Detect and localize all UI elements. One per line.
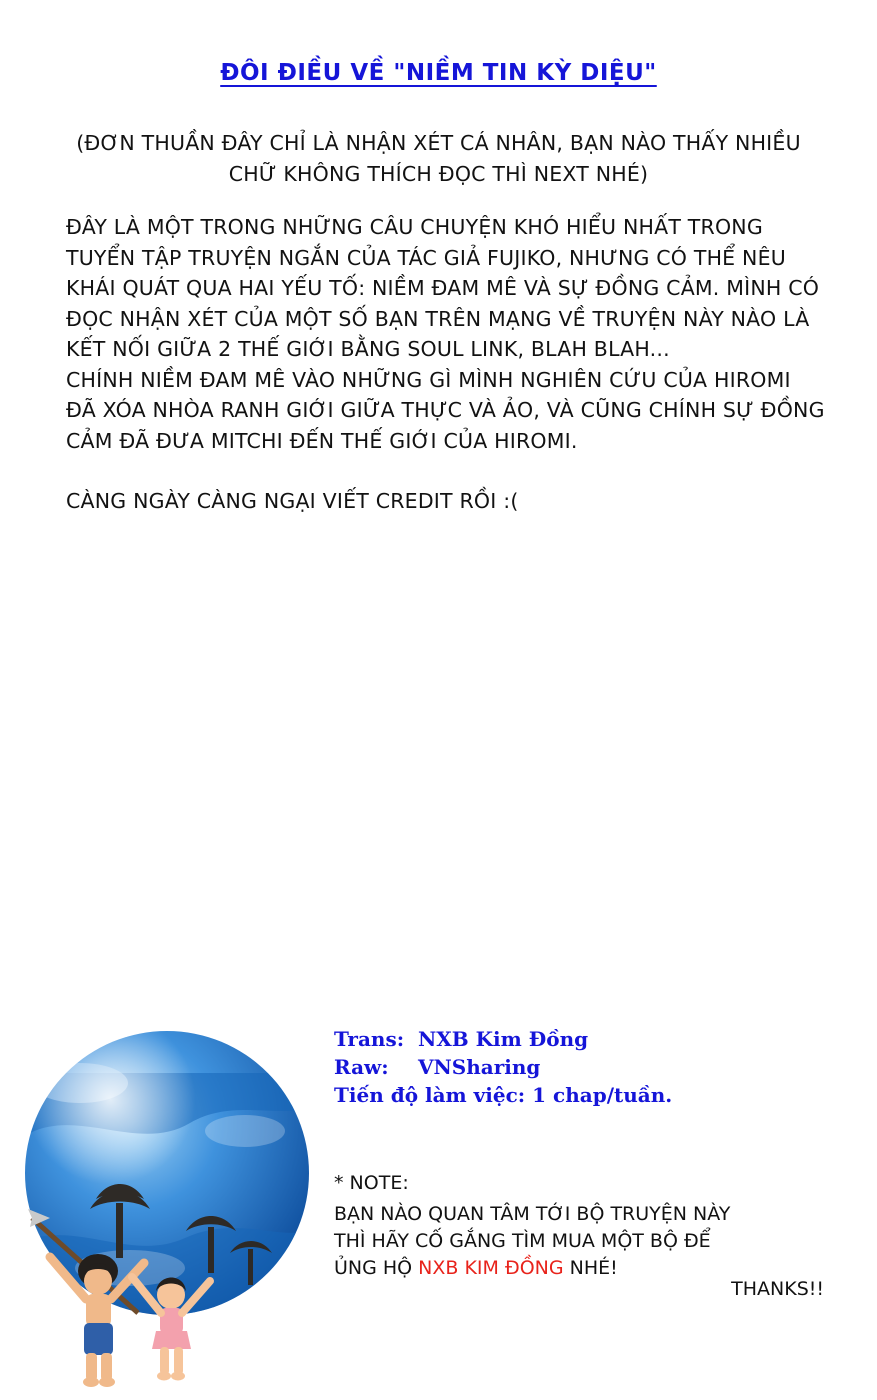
thanks-text: THANKS!! [731,1278,824,1300]
credit-label-raw: Raw: [334,1055,389,1079]
globe-balloon-artwork [20,1013,315,1388]
credits-block [334,1025,814,1109]
note-line-2: THÌ HÃY CỐ GẮNG TÌM MUA MỘT BỘ ĐỂ [334,1230,711,1252]
note-heading: * NOTE: [334,1172,409,1194]
paragraph-2: CHÍNH NIỀM ĐAM MÊ VÀO NHỮNG GÌ MÌNH NGHIÊN CỨU CỦA HIROMI ĐÃ XÓA NHÒA RANH GIỚI GIỮA THỰC VÀ ẢO, VÀ CŨNG CHÍNH SỰ ĐỒNG CẢM ĐÃ ĐƯA MITCHI ĐẾN THẾ GIỚI CỦA HIROMI. [66,367,825,453]
note-line-1: BẠN NÀO QUAN TÂM TỚI BỘ TRUYỆN NÀY [334,1203,731,1225]
credit-label-trans: Trans: [334,1027,405,1051]
credit-value-progress: 1 chap/tuần. [532,1083,673,1107]
credit-row-trans [334,1025,814,1053]
note-line-3-suffix: NHÉ! [563,1257,618,1279]
girl-figure [132,1277,210,1381]
credit-value-raw: VNSharing [418,1055,541,1079]
page-title: ĐÔI ĐIỀU VỀ "NIỀM TIN KỲ DIỆU" [220,60,657,86]
paragraph-3: CÀNG NGÀY CÀNG NGẠI VIẾT CREDIT RỒI :( [66,489,519,513]
credit-row-progress [334,1081,814,1109]
body-text [66,212,826,517]
credit-row-raw [334,1053,814,1081]
note-block [334,1170,834,1282]
note-line-3-prefix: ỦNG HỘ [334,1257,419,1279]
paragraph-1: ĐÂY LÀ MỘT TRONG NHỮNG CÂU CHUYỆN KHÓ HIỂU NHẤT TRONG TUYỂN TẬP TRUYỆN NGẮN CỦA TÁC GIẢ FUJIKO, NHƯNG CÓ THỂ NÊU KHÁI QUÁT QUA HAI YẾU TỐ: NIỀM ĐAM MÊ VÀ SỰ ĐỒNG CẢM. MÌNH CÓ ĐỌC NHẬN XÉT CỦA MỘT SỐ BẠN TRÊN MẠNG VỀ TRUYỆN NÀY NÀO LÀ KẾT NỐI GIỮA 2 THẾ GIỚI BẰNG SOUL LINK, BLAH BLAH... [66,215,820,361]
credit-value-trans: NXB Kim Đồng [418,1027,589,1051]
credit-label-progress: Tiến độ làm việc: [334,1083,526,1107]
page-subtitle: (ĐƠN THUẦN ĐÂY CHỈ LÀ NHẬN XÉT CÁ NHÂN, BẠN NÀO THẤY NHIỀU CHỮ KHÔNG THÍCH ĐỌC THÌ NEXT NHÉ) [76,131,801,186]
publisher-highlight: NXB KIM ĐỒNG [418,1257,564,1279]
